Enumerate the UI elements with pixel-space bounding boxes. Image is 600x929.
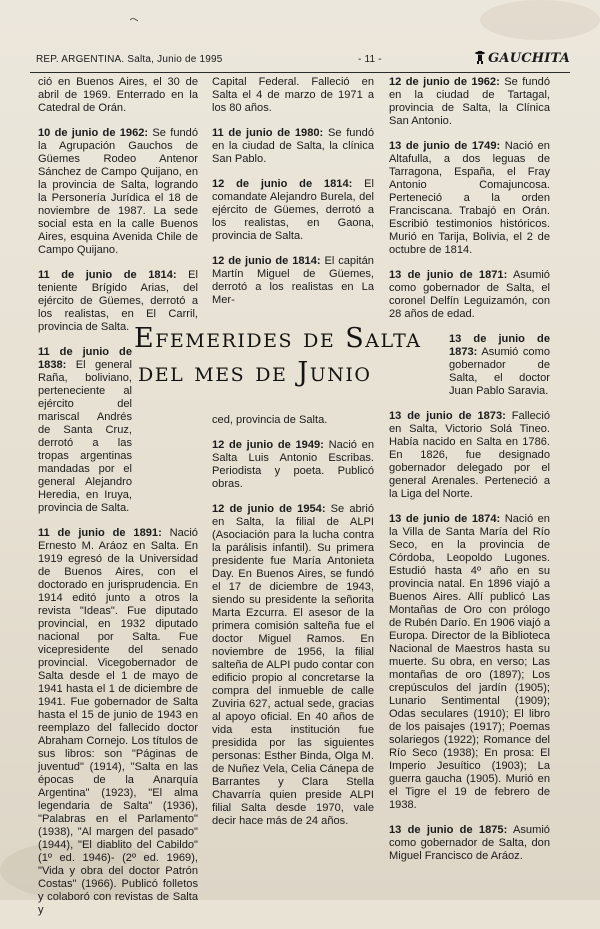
page-number: - 11 - xyxy=(358,54,382,65)
title-line-1: Efemerides de Salta xyxy=(134,323,422,354)
ephemeris-entry xyxy=(389,824,550,863)
title-line-2: del mes de Junio xyxy=(138,357,372,388)
ephemeris-entry xyxy=(38,346,132,515)
entry-date: 10 de junio de 1962: xyxy=(38,127,149,139)
ephemeris-entry xyxy=(449,333,550,398)
entry-date: 11 de junio de 1980: xyxy=(212,127,324,139)
entry-date: 13 de junio de 1873: xyxy=(449,333,550,358)
ephemeris-entry xyxy=(38,527,198,917)
entry-date: 11 de junio de 1838: xyxy=(38,346,132,371)
ephemeris-entry xyxy=(212,439,374,491)
ephemeris-entry xyxy=(38,127,198,257)
ink-speck-icon xyxy=(130,18,138,22)
entry-text: Asumió como gobernador de Salta, don Miguel Francisco de Aráoz. xyxy=(389,824,550,862)
paper-stain xyxy=(480,0,600,40)
ephemeris-entry xyxy=(212,178,374,243)
publication-info: REP. ARGENTINA. Salta, Junio de 1995 xyxy=(36,54,223,65)
column-2-bottom xyxy=(212,414,374,840)
entry-date: 11 de junio de 1814: xyxy=(38,269,177,281)
column-2-top xyxy=(212,76,374,319)
entry-date: 13 de junio de 1871: xyxy=(389,269,508,281)
ephemeris-entry xyxy=(389,140,550,257)
entry-text: Se fundó en la ciudad de Tartagal, provincia de Salta, la Clínica San Antonio. xyxy=(389,76,550,127)
entry-date: 12 de junio de 1814: xyxy=(212,255,321,267)
entry-date: 13 de junio de 1749: xyxy=(389,140,501,152)
column-3 xyxy=(389,76,550,875)
entry-text: Asumió como gobernador de Salta, el doctor Juan Pablo Saravia. xyxy=(449,346,550,397)
entry-date: 13 de junio de 1873: xyxy=(389,410,506,422)
ephemeris-entry xyxy=(389,513,550,812)
ephemeris-entry xyxy=(212,255,374,307)
ephemeris-entry xyxy=(212,503,374,828)
logo-text: GAUCHITA xyxy=(488,51,570,66)
entry-date: 11 de junio de 1891: xyxy=(38,527,162,539)
entry-text: El teniente Brígido Arias, del ejército de Güemes, derrotó a los realistas, en El Carril, provincia de Salta. xyxy=(38,269,198,333)
ephemeris-entry: Capital Federal. Falleció en Salta el 4 de marzo de 1971 a los 80 años. xyxy=(212,76,374,114)
entry-date: 13 de junio de 1875: xyxy=(389,824,508,836)
masthead-logo xyxy=(475,50,570,66)
ephemeris-entry xyxy=(389,269,550,321)
entry-date: 12 de junio de 1962: xyxy=(389,76,500,88)
ephemeris-entry: ced, provincia de Salta. xyxy=(212,414,328,426)
ephemeris-entry: ció en Buenos Aires, el 30 de abril de 1969. Enterrado en la Catedral de Orán. xyxy=(38,76,198,114)
entry-date: 13 de junio de 1874: xyxy=(389,513,501,525)
entry-date: 12 de junio de 1814: xyxy=(212,178,353,190)
ephemeris-entry xyxy=(212,127,374,166)
entry-text: Asumió como gobernador de Salta, el coronel Delfín Leguizamón, con 28 años de edad. xyxy=(389,269,550,320)
ephemeris-entry xyxy=(389,410,550,501)
entry-text: Se abrió en Salta, la filial de ALPI (Asociación para la lucha contra la parálisis infantil). Su primera presidente fue María Antonieta Day. En Buenos Aires, se fundó el 17 de diciembre de 1943, siendo su presidente la señorita Marta Ezcurra. El asesor de la primera comisión salteña fue el doctor Miguel Ramos. En noviembre de 1956, la filial salteña de ALPI pudo contar con edificio propio al concretarse la compra del inmueble de calle Zuviria 627, actual sede, gracias al apoyo oficial. En 40 años de vida esta institución fue presidida por las siguientes personas: Esther Binda, Olga M. de Nuñez Vela, Celia Cánepa de Barrantes y Clara Stella Chavarría quien preside ALPI filial Salta desde 1970, vale decir hace más de 24 años. xyxy=(212,503,374,827)
gaucho-figure-icon xyxy=(475,50,485,64)
entry-text: Nació en Altafulla, a dos leguas de Tarragona, España, el Fray Antonio Comajuncosa. Perteneció a la orden Franciscana. Trabajó en Orán. Escribió testimonios históricos. Murió en Tarija, Bolivia, el 2 de octubre de 1814. xyxy=(389,140,550,256)
entry-text: El general Raña, boliviano, perteneciente al ejército del mariscal Andrés de Santa Cruz, derrotó a las tropas argentinas mandadas por el general Alejandro Heredia, en Iruya, provincia de Salta. xyxy=(38,359,132,514)
entry-date: 12 de junio de 1954: xyxy=(212,503,326,515)
page-header xyxy=(30,50,570,73)
entry-text: Nació en Salta Luis Antonio Escribas. Periodista y poeta. Publicó obras. xyxy=(212,439,374,490)
entry-text: Se fundó en la ciudad de Salta, la clínica San Pablo. xyxy=(212,127,374,165)
entry-text: Nació Ernesto M. Aráoz en Salta. En 1919 egresó de la Universidad de Buenos Aires, con el doctorado en jurisprudencia. En 1914 editó junto a otros la revista "Ideas". Fue diputado provincial, en 1932 diputado nacional por Salta. Fue vicepresidente del senado provincial. Vicegobernador de Salta desde el 1 de mayo de 1941 hasta el 1 de diciembre de 1941. Fue gobernador de Salta hasta el 15 de junio de 1943 en reemplazo del fallecido doctor Abraham Cornejo. Los títulos de sus libros: son "Páginas de juventud" (1914), "Salta en las épocas de la Anarquía Argentina" (1923), "El alma legendaria de Salta" (1936), "Palabras en el Parlamento" (1938), "Al margen del pasado" (1944), "El diablito del Cabildo" (1º ed. 1946)- (2º ed. 1969), "Vida y obra del doctor Patrón Costas" (1966). Publicó folletos y colaboró con revistas de Salta y xyxy=(38,527,198,916)
entry-text: El capitán Martín Miguel de Güemes, derrotó a los realistas en La Mer- xyxy=(212,255,374,306)
ephemeris-entry xyxy=(389,76,550,128)
entry-text: Se fundó la Agrupación Gauchos de Güemes Rodeo Antenor Sánchez de Campo Quijano, en la provincia de Salta, logrando la Personería Jurídica el 18 de noviembre de 1987. La sede social esta en la calle Buenos Aires, esquina Avenida Chile de Campo Quijano. xyxy=(38,127,198,256)
entry-text: Falleció en Salta, Victorio Solá Tineo. Había nacido en Salta en 1786. En 1826, fue designado gobernador delegado por el general Arenales. Perteneció a la Liga del Norte. xyxy=(389,410,550,500)
entry-text: El comandate Alejandro Burela, del ejército de Güemes, derrotó a los realistas, en Gaona, provincia de Salta. xyxy=(212,178,374,242)
entry-date: 12 de junio de 1949: xyxy=(212,439,324,451)
column-1 xyxy=(38,76,198,929)
entry-text: Nació en la Villa de Santa María del Río Seco, en la provincia de Córdoba, Leopoldo Lugones. Estudió hasta 4º año en su provincia natal. En 1896 viajó a Buenos Aires. Allí publicó Las Montañas de Oro con prólogo de Rubén Darío. En 1906 viajó a Europa. Director de la Biblioteca Nacional de Maestros hasta su muerte. Su obra, en verso; Las montañas de oro (1897); Los crepúsculos del jardín (1905); Lunario Sentimental (1909); Odas seculares (1910); El libro de los paisajes (1917); Poemas solariegos (1922); Romance del Río Seco (1938); En prosa: El Imperio Jesuítico (1903); La guerra gaucha (1905). Murió en el Tigre el 19 de febrero de 1938. xyxy=(389,513,550,811)
